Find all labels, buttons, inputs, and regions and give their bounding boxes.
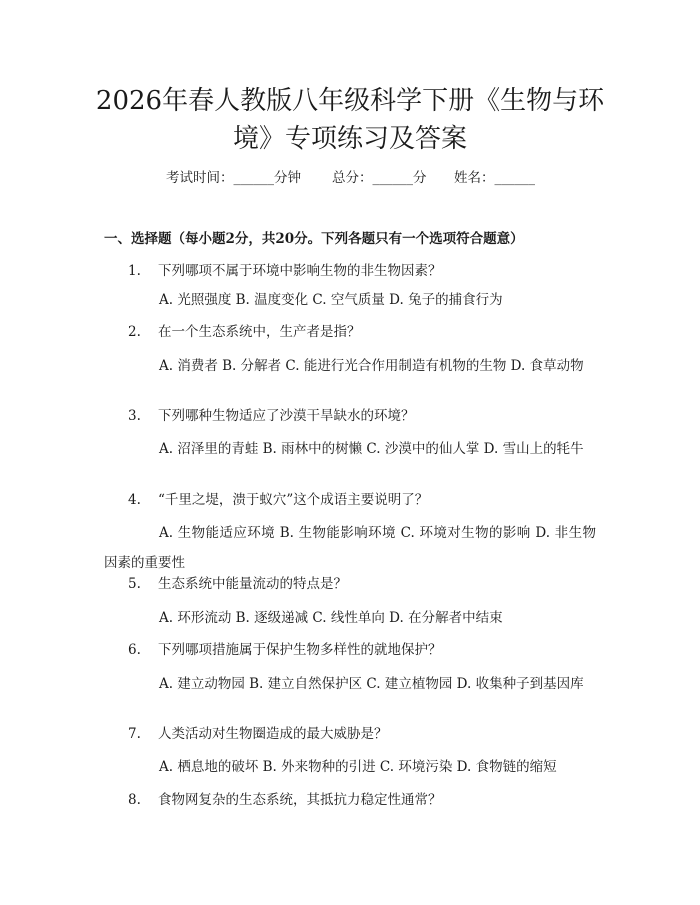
question-text: 人类活动对生物圈造成的最大威胁是？ [158, 726, 388, 742]
question-options: A. 建立动物园 B. 建立自然保护区 C. 建立植物园 D. 收集种子到基因库 [159, 676, 584, 692]
question-number: 1. [128, 263, 141, 279]
question-text: 在一个生态系统中，生产者是指？ [158, 324, 361, 340]
question-number: 7. [128, 726, 141, 742]
question-text: 下列哪项措施属于保护生物多样性的就地保护？ [158, 642, 442, 658]
question-number: 5. [128, 576, 141, 592]
question-text: 生态系统中能量流动的特点是？ [158, 576, 347, 592]
question-text: 下列哪种生物适应了沙漠干旱缺水的环境？ [158, 408, 415, 424]
question-text: “千里之堤，溃于蚁穴”这个成语主要说明了？ [158, 492, 429, 508]
student-name-field: 姓名：______ [454, 170, 535, 186]
title-line-2: 境》专项练习及答案 [232, 124, 467, 154]
question-options: A. 栖息地的破坏 B. 外来物种的引进 C. 环境污染 D. 食物链的缩短 [159, 759, 557, 775]
document-title [40, 82, 660, 158]
question-number: 3. [128, 408, 141, 424]
exam-time-field: 考试时间：______分钟 [166, 170, 301, 186]
question-text: 下列哪项不属于环境中影响生物的非生物因素？ [158, 263, 442, 279]
question-options: A. 生物能适应环境 B. 生物能影响环境 C. 环境对生物的影响 D. 非生物因素的重要性 [104, 525, 596, 571]
title-line-1: 2026年春人教版八年级科学下册《生物与环 [95, 86, 605, 116]
question-number: 2. [128, 324, 141, 340]
question-number: 4. [128, 492, 141, 508]
question-options: A. 沼泽里的青蛙 B. 雨林中的树懒 C. 沙漠中的仙人掌 D. 雪山上的牦牛 [159, 441, 584, 457]
question-options: A. 环形流动 B. 逐级递减 C. 线性单向 D. 在分解者中结束 [159, 610, 503, 626]
total-score-field: 总分：______分 [332, 170, 427, 186]
question-number: 8. [128, 792, 141, 808]
section-heading: 一、选择题（每小题2分，共20分。下列各题只有一个选项符合题意） [104, 231, 524, 247]
question-number: 6. [128, 642, 141, 658]
question-options: A. 消费者 B. 分解者 C. 能进行光合作用制造有机物的生物 D. 食草动物 [159, 358, 584, 374]
question-text: 食物网复杂的生态系统，其抵抗力稳定性通常？ [158, 792, 442, 808]
question-options: A. 光照强度 B. 温度变化 C. 空气质量 D. 兔子的捕食行为 [159, 292, 503, 308]
